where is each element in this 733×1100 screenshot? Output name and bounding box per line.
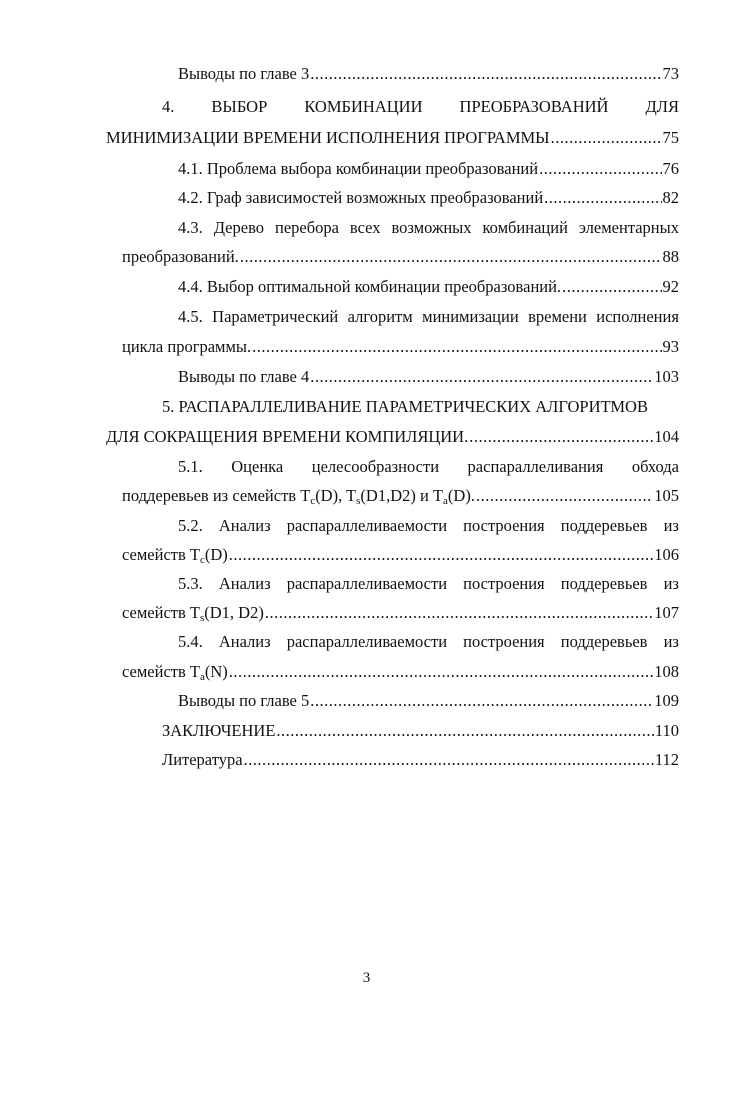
toc-word: алгоритм [347, 307, 413, 326]
toc-word: из [663, 632, 679, 651]
toc-word: поддеревьев [560, 516, 648, 535]
toc-word: КОМБИНАЦИИ [304, 97, 423, 116]
toc-word: поддеревьев [560, 632, 648, 651]
dot-leader [310, 367, 653, 387]
toc-page-number: 105 [654, 486, 679, 505]
dot-leader [276, 721, 653, 741]
toc-entry-text: преобразований. [122, 247, 239, 266]
toc-page-number: 92 [662, 277, 679, 296]
toc-entry-text: ЗАКЛЮЧЕНИЕ [162, 721, 276, 740]
toc-word: времени [528, 307, 587, 326]
toc-page-number: 109 [654, 691, 679, 710]
toc-word: ВЫБОР [211, 97, 268, 116]
toc-entry-5-4-line1[interactable] [178, 632, 679, 652]
toc-word: всех [349, 218, 381, 237]
toc-entry-text: семейств $T_a(N)$ [122, 662, 228, 683]
toc-entry-text: семейств $T_c(D)$ [122, 545, 228, 566]
toc-entry-ch5-summary[interactable] [178, 691, 679, 711]
toc-entry-ch4-line1[interactable] [162, 97, 679, 117]
toc-word: комбинаций [482, 218, 568, 237]
dot-leader [544, 188, 661, 208]
dot-leader [240, 247, 662, 267]
toc-entry-text: ДЛЯ СОКРАЩЕНИЯ ВРЕМЕНИ КОМПИЛЯЦИИ. [106, 427, 469, 446]
dot-leader [469, 427, 653, 447]
toc-entry-5-1-line1[interactable] [178, 457, 679, 477]
dot-leader [229, 662, 653, 682]
dot-leader [562, 277, 661, 297]
toc-entry-4-3-line1[interactable] [178, 218, 679, 238]
toc-word: Дерево [213, 218, 265, 237]
toc-entry-5-4-line2[interactable] [122, 662, 679, 682]
toc-page-number: 75 [662, 128, 679, 147]
toc-entry-5-1-line2[interactable] [122, 486, 679, 506]
toc-entry-5-2-line1[interactable] [178, 516, 679, 536]
toc-page-number: 103 [654, 367, 679, 386]
toc-word: из [663, 516, 679, 535]
toc-word: возможных [391, 218, 472, 237]
toc-word: построения [463, 516, 545, 535]
toc-word: элементарных [578, 218, 679, 237]
toc-word: построения [463, 632, 545, 651]
toc-word: Параметрический [212, 307, 339, 326]
toc-entry-text: МИНИМИЗАЦИИ ВРЕМЕНИ ИСПОЛНЕНИЯ ПРОГРАММЫ [106, 128, 550, 147]
toc-page-number: 110 [654, 721, 679, 740]
toc-entry-ch4-line2[interactable] [106, 128, 679, 148]
dot-leader [310, 64, 661, 84]
toc-word: ДЛЯ [645, 97, 679, 116]
toc-entry-text: 4.1. Проблема выбора комбинации преобразований [178, 159, 539, 178]
toc-entry-4-4[interactable] [178, 277, 679, 297]
toc-entry-text: Литература [162, 750, 243, 769]
toc-entry-5-3-line2[interactable] [122, 603, 679, 623]
toc-page-number: 107 [654, 603, 679, 622]
toc-entry-4-5-line1[interactable] [178, 307, 679, 327]
toc-entry-ch3-summary[interactable] [106, 64, 679, 84]
toc-word: построения [463, 574, 545, 593]
toc-word: Анализ [218, 574, 271, 593]
toc-entry-text: 4.4. Выбор оптимальной комбинации преобразований. [178, 277, 562, 296]
toc-word: 4. [162, 97, 175, 116]
toc-word: перебора [274, 218, 339, 237]
toc-word: 4.5. [178, 307, 203, 326]
dot-leader [310, 691, 653, 711]
toc-word: 5.1. [178, 457, 203, 476]
toc-entry-text: семейств $T_s(D1$, D2) [122, 603, 264, 624]
toc-word: распараллеливаемости [286, 516, 448, 535]
toc-word: из [663, 574, 679, 593]
toc-word: 4.3. [178, 218, 203, 237]
toc-entry-conclusion[interactable] [162, 721, 679, 741]
toc-page-number: 106 [654, 545, 679, 564]
dot-leader [244, 750, 654, 770]
toc-page-number: 88 [662, 247, 679, 266]
toc-entry-text: 4.2. Граф зависимостей возможных преобразований [178, 188, 544, 207]
toc-word: Оценка [231, 457, 284, 476]
toc-word: Анализ [218, 516, 271, 535]
toc-word: обхода [631, 457, 679, 476]
toc-entry-4-1[interactable] [178, 159, 679, 179]
toc-word: ПРЕОБРАЗОВАНИЙ [459, 97, 609, 116]
toc-entry-text: цикла программы. [122, 337, 252, 356]
toc-word: исполнения [596, 307, 679, 326]
toc-entry-4-2[interactable] [178, 188, 679, 208]
toc-entry-5-2-line2[interactable] [122, 545, 679, 565]
toc-page-number: 82 [662, 188, 679, 207]
toc-entry-text: Выводы по главе 5 [178, 691, 310, 710]
toc-word: минимизации [422, 307, 519, 326]
dot-leader [476, 486, 653, 506]
dot-leader [252, 337, 661, 357]
toc-entry-ch4-summary[interactable] [178, 367, 679, 387]
toc-word: 5.2. [178, 516, 203, 535]
toc-entry-text: 5. РАСПАРАЛЛЕЛИВАНИЕ ПАРАМЕТРИЧЕСКИХ АЛГОРИТМОВ [162, 397, 648, 416]
toc-word: Анализ [218, 632, 271, 651]
dot-leader [229, 545, 653, 565]
toc-word: поддеревьев [560, 574, 648, 593]
toc-entry-ch5-line1[interactable] [162, 397, 679, 417]
toc-word: распараллеливания [467, 457, 604, 476]
toc-page-number: 108 [654, 662, 679, 681]
toc-word: распараллеливаемости [286, 574, 448, 593]
toc-entry-text: поддеревьев из семейств $T_c(D)$, $T_s(D1,D2)$ и $T_a(D)$. [122, 486, 475, 507]
toc-entry-text: Выводы по главе 3 [178, 64, 310, 83]
toc-entry-4-5-line2[interactable] [122, 337, 679, 357]
toc-entry-text: Выводы по главе 4 [178, 367, 310, 386]
toc-page-number: 112 [654, 750, 679, 769]
dot-leader [539, 159, 661, 179]
toc-word: распараллеливаемости [286, 632, 448, 651]
toc-word: 5.3. [178, 574, 203, 593]
toc-page-number: 93 [662, 337, 679, 356]
toc-word: 5.4. [178, 632, 203, 651]
toc-page-number: 76 [662, 159, 679, 178]
dot-leader [551, 128, 662, 148]
toc-page-number: 104 [654, 427, 679, 446]
toc-entry-5-3-line1[interactable] [178, 574, 679, 594]
toc-entry-literature[interactable] [162, 750, 679, 770]
toc-word: целесообразности [311, 457, 440, 476]
page-number: 3 [362, 970, 371, 986]
toc-entry-ch5-line2[interactable] [106, 427, 679, 447]
toc-page-number: 73 [662, 64, 679, 83]
toc-entry-4-3-line2[interactable] [122, 247, 679, 267]
dot-leader [265, 603, 653, 623]
